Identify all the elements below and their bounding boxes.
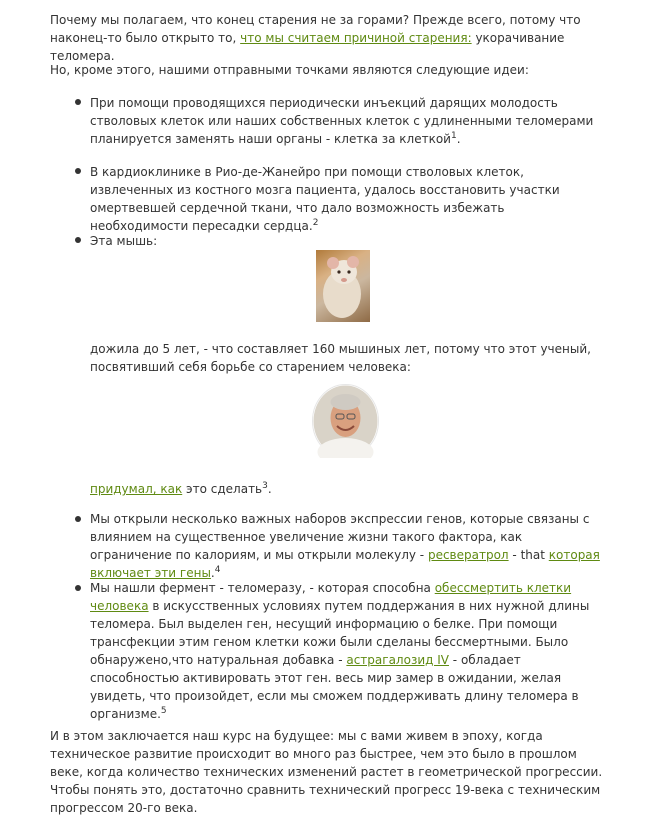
list-item-mouse-label: Эта мышь:	[90, 234, 158, 248]
item-text: Мы нашли фермент - теломеразу, - которая способна	[90, 581, 435, 595]
intro-text: Почему мы полагаем, что конец старения не за горами? Прежде всего, потому что наконец-то было открыто то,	[50, 13, 581, 45]
caption-text: это сделать	[182, 482, 263, 496]
mouse-photo	[316, 250, 370, 322]
list-item-telomerase	[90, 579, 605, 723]
lead-paragraph: Но, кроме этого, нашими отправными точками являются следующие идеи:	[50, 63, 529, 77]
caption-end: .	[267, 482, 272, 496]
footnote-2: 2	[312, 218, 319, 228]
item-mid: - that	[508, 548, 549, 562]
astragaloside-link[interactable]: астрагалозид IV	[346, 653, 449, 667]
genes-link[interactable]: которая включает эти гены	[90, 548, 600, 580]
list-item-gene-expression	[90, 510, 605, 582]
bullet-2	[75, 168, 81, 174]
mouse-caption: дожила до 5 лет, - что составляет 160 мышиных лет, потому что этот ученый, посвятивший себя борьбе со старением человека:	[90, 342, 591, 374]
list-item-cardio-clinic	[90, 163, 605, 235]
bullet-1	[75, 99, 81, 105]
invented-how-link[interactable]: придумал, как	[90, 482, 183, 496]
aging-cause-link[interactable]: что мы считаем причиной старения:	[240, 31, 472, 45]
scientist-caption	[90, 480, 605, 498]
item-after: .	[210, 566, 215, 580]
conclusion-paragraph: И в этом заключается наш курс на будущее: мы с вами живем в эпоху, когда техническое развитие происходит во много раз быстрее, чем это было в прошлом веке, когда количество технических изменений растет в геометрической прогрессии. Чтобы понять это, достаточно сравнить технический прогресс 19-века с техническим прогрессом 20-го века.	[50, 729, 603, 815]
item-text: Мы открыли несколько важных наборов экспрессии генов, которые связаны с влиянием на существенное увеличение жизни такого фактора, как ограничение по калориям, и мы открыли молекулу -	[90, 512, 590, 562]
immortalize-cells-link[interactable]: обессмертить клетки человека	[90, 581, 572, 613]
footnote-4: 4	[214, 565, 221, 575]
intro-text-end: укорачивание теломера.	[50, 31, 565, 63]
footnote-3: 3	[262, 481, 268, 491]
resveratrol-link[interactable]: ресвератрол	[427, 548, 509, 562]
intro-paragraph	[50, 11, 610, 65]
item-end: .	[456, 132, 461, 146]
item-text: При помощи проводящихся периодически инъекций дарящих молодость стволовых клеток или наших собственных клеток с удлиненными теломерами планируется заменять наши органы - клетка за клеткой	[90, 96, 594, 146]
item-text-2: в искусственных условиях путем поддержания в них нужной длины теломера. Был выделен ген, несущий информацию о белке. При помощи трансфекции этим геном клетки кожи были сделаны бессмертными. Было обнаружено,что натуральная добавка -	[90, 599, 590, 667]
scientist-portrait	[312, 384, 379, 458]
footnote-1: 1	[450, 131, 457, 141]
item-text-3: - обладает способностью активировать этот ген. весь мир замер в ожидании, желая увидеть, что произойдет, если мы сможем поддерживать длину теломера в организме.	[90, 653, 579, 721]
bullet-3	[75, 237, 81, 243]
footnote-5: 5	[160, 706, 167, 716]
list-item-stem-cells	[90, 94, 605, 148]
bullet-4	[75, 516, 81, 522]
item-text: В кардиоклинике в Рио-де-Жанейро при помощи стволовых клеток, извлеченных из костного мозга пациента, удалось восстановить участки омертвевшей сердечной ткани, что дало возможность избежать необходимости пересадки сердца.	[90, 165, 560, 233]
bullet-5	[75, 585, 81, 591]
